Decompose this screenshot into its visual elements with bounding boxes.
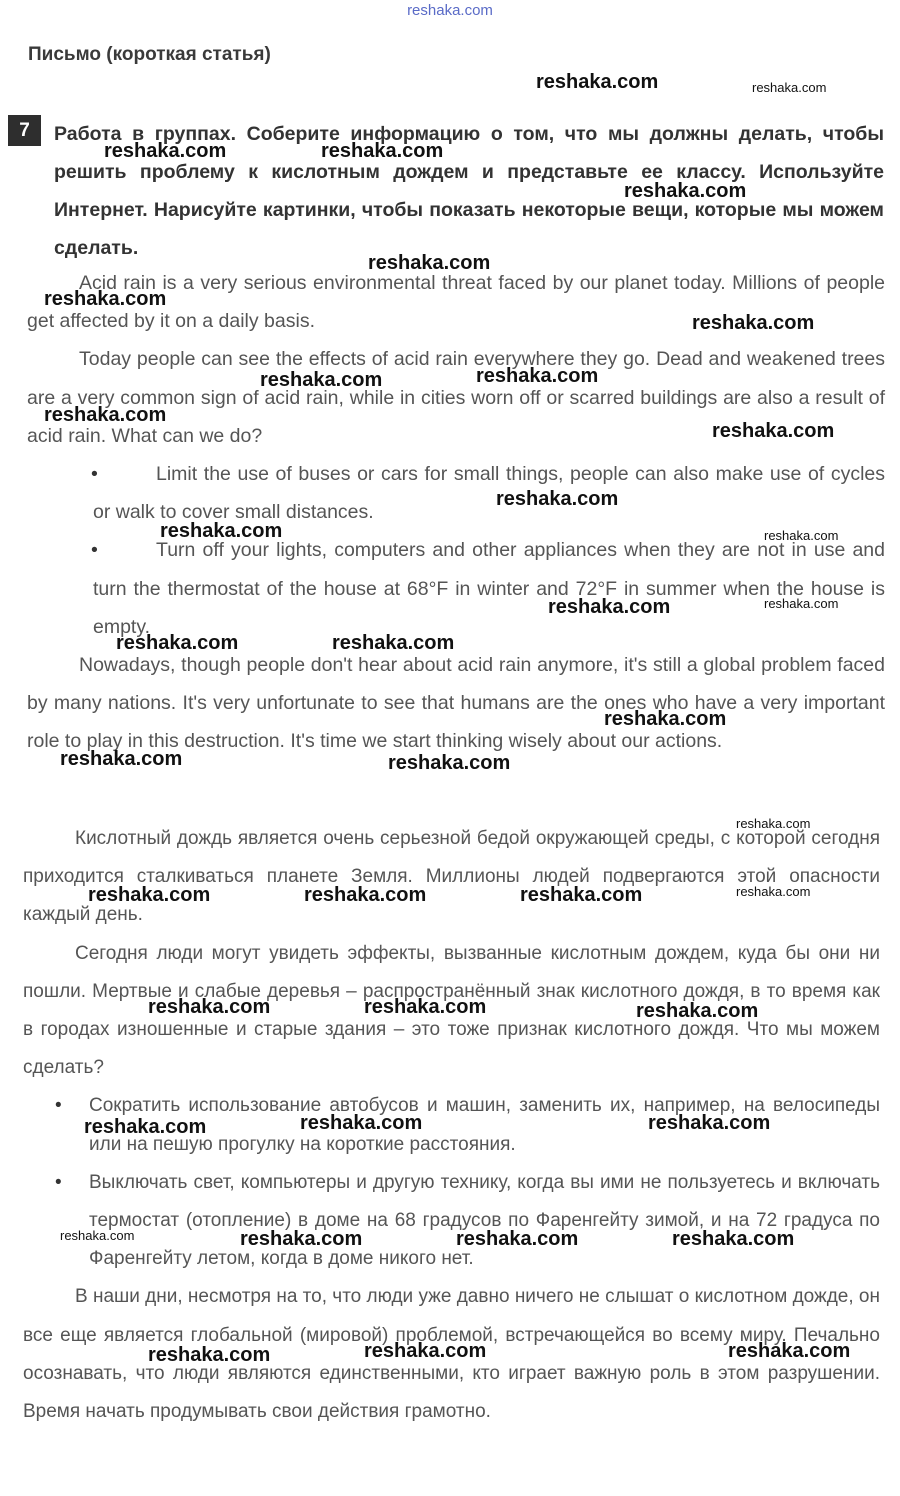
russian-paragraph-2: Сегодня люди могут увидеть эффекты, вызванные кислотным дождем, куда бы они ни пошли. Мертвые и слабые деревья – распространённый знак кислотного дождя, в то время как в городах изношенные и старые здания – это тоже признак кислотного дождя. Что мы можем сделать? bbox=[23, 942, 880, 1079]
english-bullet-2: • Turn off your lights, computers and other appliances when they are not in use and turn the thermostat of the house at 68°F in winter and 72°F in summer when the house is empty. bbox=[93, 531, 885, 646]
english-bullet-1: • Limit the use of buses or cars for small things, people can also make use of cycles or walk to cover small distances. bbox=[93, 455, 885, 531]
russian-paragraph-1: Кислотный дождь является очень серьезной бедой окружающей среды, с которой сегодня приходится сталкиваться планете Земля. Миллионы людей подвергаются этой опасности каждый день. bbox=[23, 828, 880, 926]
watermark: reshaka.com bbox=[536, 71, 659, 93]
watermark: reshaka.com bbox=[764, 596, 839, 611]
watermark: reshaka.com bbox=[764, 528, 839, 543]
english-bullet-list bbox=[27, 455, 885, 646]
task-instruction: Работа в группах. Соберите информацию о том, что мы должны делать, чтобы решить проблему к кислотным дождем и представьте ее классу. Используйте Интернет. Нарисуйте картинки, чтобы показать некоторые вещи, которые мы можем сделать. bbox=[54, 123, 884, 259]
watermark: reshaka.com bbox=[148, 996, 271, 1018]
watermark: reshaka.com bbox=[604, 708, 727, 730]
watermark: reshaka.com bbox=[636, 1000, 759, 1022]
watermark: reshaka.com bbox=[736, 816, 811, 831]
watermark: reshaka.com bbox=[712, 420, 835, 442]
watermark: reshaka.com bbox=[624, 180, 747, 202]
watermark: reshaka.com bbox=[240, 1228, 363, 1250]
watermark: reshaka.com bbox=[60, 1228, 135, 1243]
watermark: reshaka.com bbox=[60, 748, 183, 770]
watermark: reshaka.com bbox=[728, 1340, 851, 1362]
watermark: reshaka.com bbox=[548, 596, 671, 618]
russian-paragraph-3: В наши дни, несмотря на то, что люди уже давно ничего не слышат о кислотном дожде, он все еще является глобальной (мировой) проблемой, встречающейся во всему миру. Печально осознавать, что люди являются единственными, кто играет важную роль в этом разрушении. Время начать продумывать свои действия грамотно. bbox=[23, 1286, 880, 1423]
watermark: reshaka.com bbox=[160, 520, 283, 542]
watermark: reshaka.com bbox=[44, 288, 167, 310]
watermark: reshaka.com bbox=[364, 996, 487, 1018]
watermark: reshaka.com bbox=[260, 369, 383, 391]
watermark: reshaka.com bbox=[148, 1344, 271, 1366]
watermark: reshaka.com bbox=[321, 140, 444, 162]
english-paragraph-3: Nowadays, though people don't hear about acid rain anymore, it's still a global problem faced by many nations. It's very unfortunate to see that humans are the ones who have a very important role to play in this destruction. It's time we start thinking wisely about our actions. bbox=[27, 654, 885, 753]
watermark: reshaka.com bbox=[648, 1112, 771, 1134]
watermark: reshaka.com bbox=[116, 632, 239, 654]
watermark: reshaka.com bbox=[752, 80, 827, 95]
watermark: reshaka.com bbox=[364, 1340, 487, 1362]
watermark: reshaka.com bbox=[304, 884, 427, 906]
watermark: reshaka.com bbox=[736, 884, 811, 899]
watermark: reshaka.com bbox=[84, 1116, 207, 1138]
russian-bullet-1: • Сократить использование автобусов и машин, заменить их, например, на велосипеды или на пешую прогулку на короткие расстояния. bbox=[89, 1087, 880, 1163]
english-paragraph-2: Today people can see the effects of acid rain everywhere they go. Dead and weakened trees are a very common sign of acid rain, while in cities worn off or scarred buildings are also a result of acid rain. What can we do? bbox=[27, 348, 885, 447]
watermark: reshaka.com bbox=[672, 1228, 795, 1250]
section-title: Письмо (короткая статья) bbox=[28, 44, 271, 65]
watermark: reshaka.com bbox=[44, 404, 167, 426]
watermark: reshaka.com bbox=[104, 140, 227, 162]
watermark: reshaka.com bbox=[520, 884, 643, 906]
watermark: reshaka.com bbox=[388, 752, 511, 774]
task-number-badge: 7 bbox=[8, 115, 41, 146]
site-header-link[interactable]: reshaka.com bbox=[407, 2, 493, 19]
watermark: reshaka.com bbox=[368, 252, 491, 274]
english-article bbox=[27, 264, 885, 761]
watermark: reshaka.com bbox=[496, 488, 619, 510]
watermark: reshaka.com bbox=[476, 365, 599, 387]
watermark: reshaka.com bbox=[332, 632, 455, 654]
watermark: reshaka.com bbox=[692, 312, 815, 334]
watermark: reshaka.com bbox=[300, 1112, 423, 1134]
english-paragraph-1: Acid rain is a very serious environmental threat faced by our planet today. Millions of people get affected by it on a daily basis. bbox=[27, 272, 885, 333]
watermark: reshaka.com bbox=[88, 884, 211, 906]
watermark: reshaka.com bbox=[456, 1228, 579, 1250]
russian-bullet-2: • Выключать свет, компьютеры и другую технику, когда вы ими не пользуетесь и включать термостат (отопление) в доме на 68 градусов по Фаренгейту зимой, и на 72 градуса по Фаренгейту летом, когда в доме никого нет. bbox=[89, 1164, 880, 1279]
